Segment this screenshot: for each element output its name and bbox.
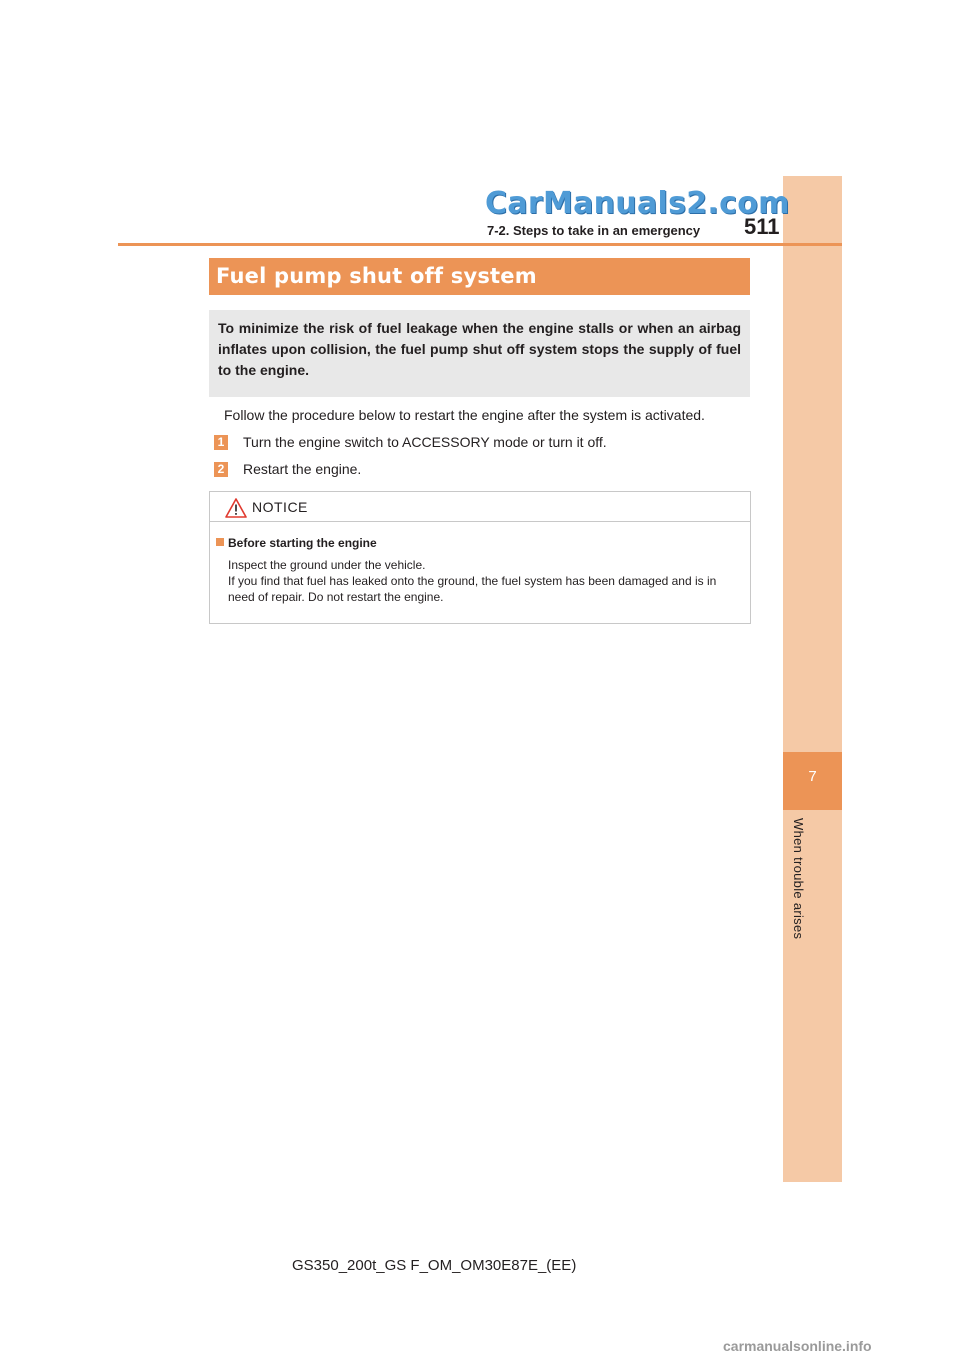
notice-header-divider [209,521,751,522]
chapter-number: 7 [808,768,817,785]
chapter-side-tab [783,176,842,1182]
footer-watermark: carmanualsonline.info [723,1338,872,1354]
bullet-square-icon [216,538,224,546]
page-number: 511 [744,214,780,239]
warning-icon [225,498,247,518]
notice-text-paragraph: If you find that fuel has leaked onto the ground, the fuel system has been damaged and is in need of repair. Do not restart the engine. [228,574,717,604]
step-text: Restart the engine. [243,461,362,477]
header-section-title: 7-2. Steps to take in an emergency [487,223,701,238]
footer-document-code: GS350_200t_GS F_OM_OM30E87E_(EE) [292,1257,577,1274]
procedure-intro: Follow the procedure below to restart the engine after the system is activated. [224,407,705,423]
notice-label: NOTICE [252,499,308,515]
step-text: Turn the engine switch to ACCESSORY mode or turn it off. [243,434,607,450]
section-title: Fuel pump shut off system [216,264,537,288]
notice-heading: Before starting the engine [228,536,377,550]
header-watermark: CarManuals2.com [485,186,790,221]
intro-box: To minimize the risk of fuel leakage when the engine stalls or when an airbag inflates upon collision, the fuel pump shut off system stops the supply of fuel to the engine. [209,310,750,397]
header-rule [118,243,842,246]
step-number-badge: 1 [214,435,228,450]
step-number-badge: 2 [214,462,228,477]
chapter-title: When trouble arises [791,818,806,940]
notice-text-line: Inspect the ground under the vehicle. [228,558,426,572]
